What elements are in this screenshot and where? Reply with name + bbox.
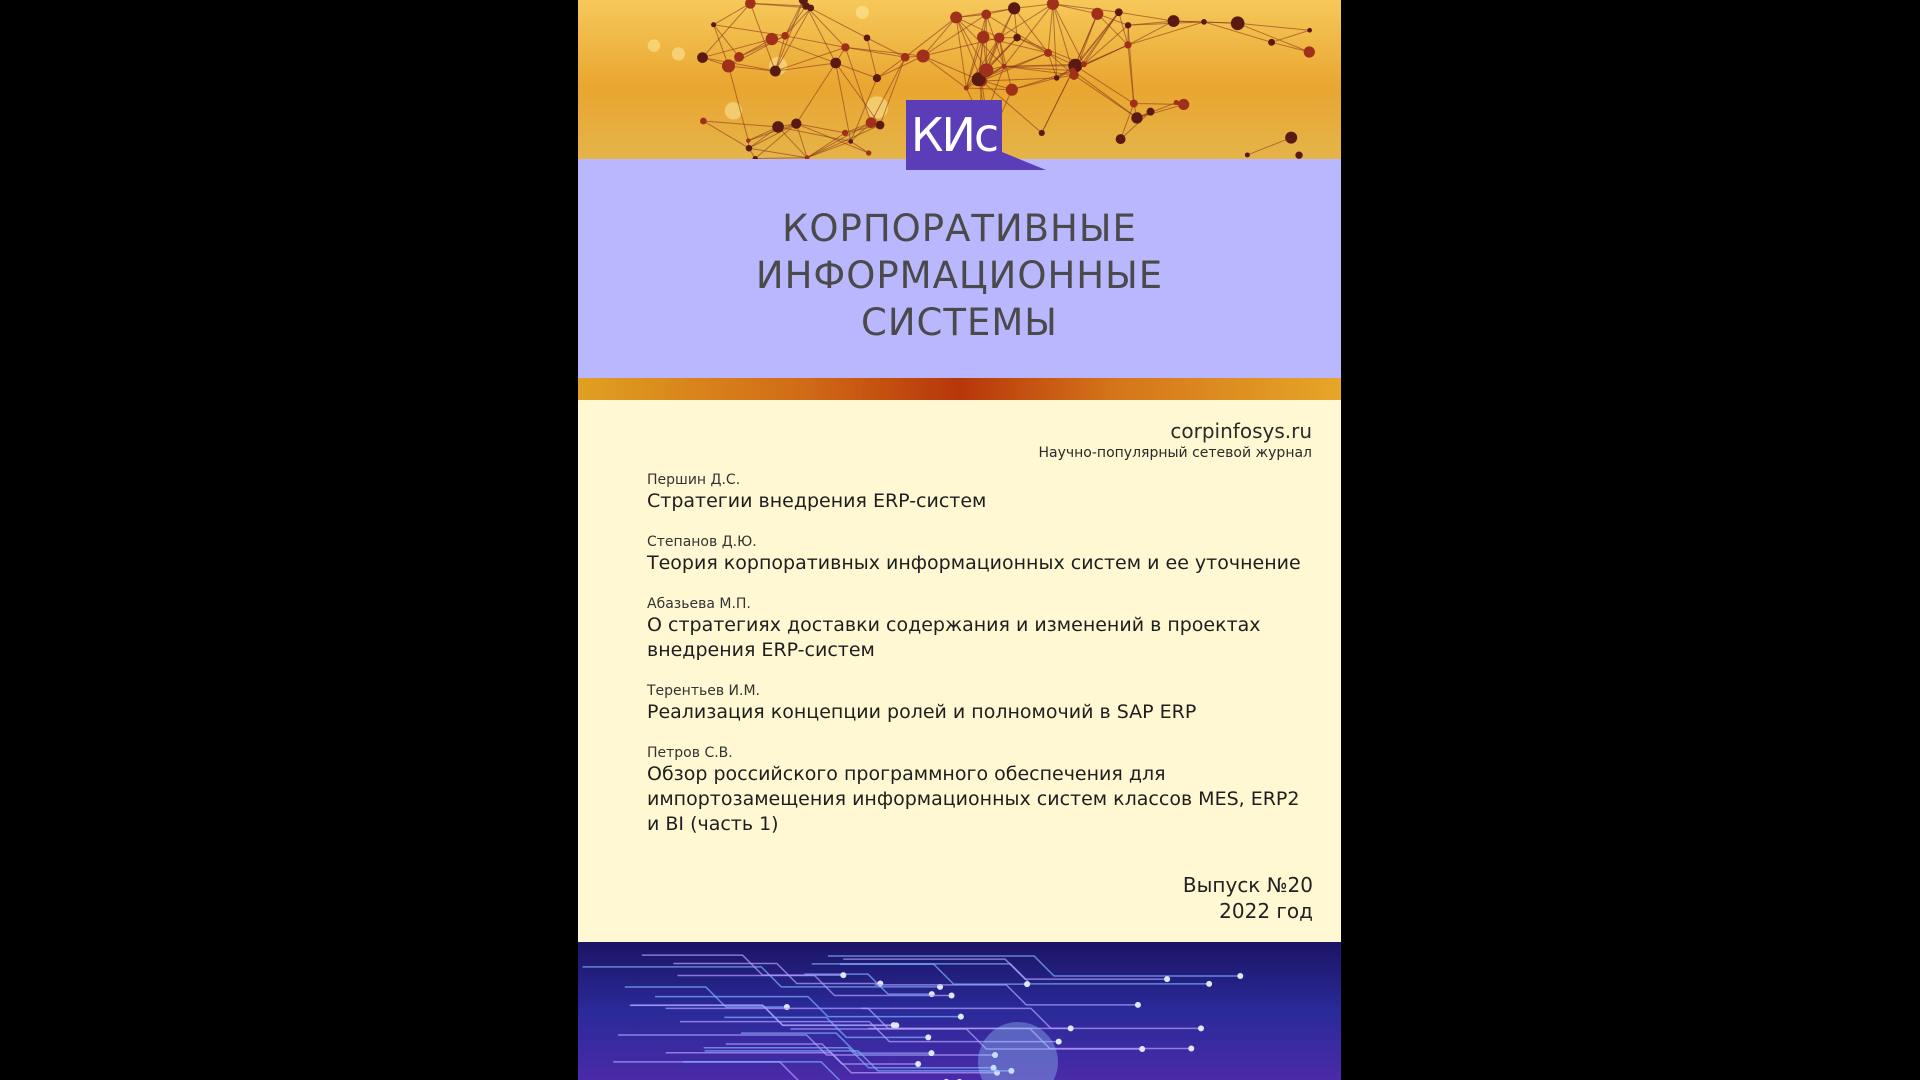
circuit-footer-image	[578, 942, 1341, 1080]
article-author: Терентьев И.М.	[647, 683, 760, 699]
issue-number: Выпуск №20	[1182, 873, 1313, 897]
article-item	[647, 744, 1317, 837]
issue-info	[1183, 872, 1313, 924]
article-title: О стратегиях доставки содержания и изменений в проектах внедрения ERP-систем	[647, 614, 1261, 661]
journal-cover	[578, 0, 1341, 1080]
article-author: Степанов Д.Ю.	[647, 534, 757, 550]
kis-logo	[906, 100, 1046, 170]
issue-year: 2022 год	[1219, 899, 1313, 923]
article-title: Стратегии внедрения ERP-систем	[647, 490, 987, 512]
article-author: Петров С.В.	[647, 745, 733, 761]
article-item	[647, 595, 1317, 663]
site-url: corpinfosys.ru	[1170, 419, 1312, 443]
article-title: Теория корпоративных информационных систем и ее уточнение	[647, 552, 1301, 574]
title-line-3: СИСТЕМЫ	[861, 301, 1058, 344]
article-title: Реализация концепции ролей и полномочий в SAP ERP	[647, 701, 1197, 723]
site-info	[1038, 418, 1312, 462]
article-title: Обзор российского программного обеспечения для импортозамещения информационных систем классов MES, ERP2 и BI (часть 1)	[647, 763, 1300, 835]
article-author: Першин Д.С.	[647, 472, 741, 488]
logo-text: КИс	[910, 108, 998, 162]
article-author: Абазьева М.П.	[647, 596, 751, 612]
title-line-2: ИНФОРМАЦИОННЫЕ	[755, 254, 1164, 297]
title-line-1: КОРПОРАТИВНЫЕ	[782, 207, 1137, 250]
circuit-graphic	[578, 942, 1341, 1080]
article-item	[647, 533, 1317, 576]
orange-stripe	[578, 378, 1341, 400]
title-band	[578, 159, 1341, 378]
journal-title	[578, 205, 1341, 346]
article-item	[647, 682, 1317, 725]
site-description: Научно-популярный сетевой журнал	[1038, 445, 1312, 461]
article-list	[647, 471, 1317, 856]
article-item	[647, 471, 1317, 514]
